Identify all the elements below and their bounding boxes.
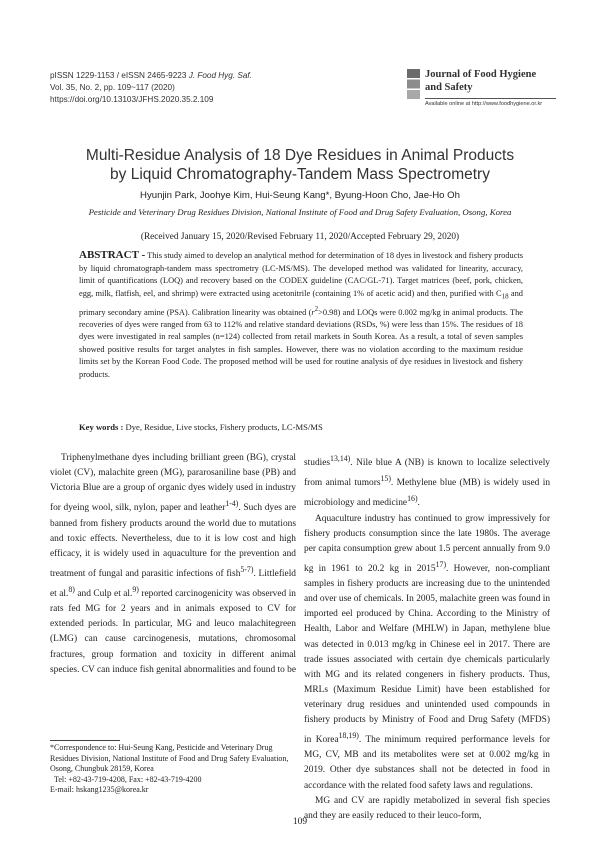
keywords-label: Key words : — [79, 422, 124, 432]
abstract: ABSTRACT - This study aimed to develop an analytical method for determination of 18 dyes in livestock and fishery products by liquid chromatograph-tandem mass spectrometry (LC-MS/MS). The developed method was validated for linearity, accuracy, limit of quantifications (LOQ) and recovery based on the CODEX guideline (CAC/GL-71). Target matrices (beef, pork, chicken, egg, milk, flatfish, eel, and shrimp) were extracted using acetonitrile (containing 1% of acetic acid) and then, purified with $C_{18}$ and primary secondary amine (PSA). Calibration linearity was obtained $(r^2>0.98)$ and LOQs were 0.002 mg/kg in animal products. The recoveries of dyes were ranged from 63 to 112% and relative standard deviations (RSDs, %) were less than 15%. The residues of 18 dyes were investigated in real samples (n=124) collected from retail markets in South Korea. As a result, a total of seven samples showed positive results for target analytes in fish samples. However, there was no violation according to the maximum residue limits set by the Korean Food Code. The proposed method will be used for routine analysis of dye residues in livestock and fishery products. — [79, 249, 523, 379]
paragraph: MG and CV are rapidly metabolized in several fish species and they are easily reduced to their leuco-form, — [304, 795, 550, 821]
journal-citation-block — [50, 70, 252, 106]
article-title-line-2: by Liquid Chromatography-Tandem Mass Spectrometry — [110, 166, 490, 183]
received-dates: (Received January 15, 2020/Revised February 11, 2020/Accepted February 29, 2020) — [140, 232, 460, 242]
paragraph: studies$^{13,14)}$. Nile blue A (NB) is known to localize selectively from animal tumors$^{15)}$. Methylene blue (MB) is widely used in microbiology and medicine$^{16)}$. — [304, 454, 550, 509]
journal-logo-mark-icon — [407, 69, 420, 99]
page-number: 109 — [292, 817, 308, 827]
body-right-column — [304, 451, 550, 847]
correspondence-footnote: *Correspondence to: Hui-Seung Kang, Pesticide and Veterinary Drug Residues Division, National Institute of Food and Drug Safety Evaluation, Osong, Chungbuk 28159, Korea Tel: +82-43-719-4208, Fax: +82-43-719-4200 E-mail: hskang1235@korea.kr — [50, 743, 296, 796]
issn-text: pISSN 1229-1153 / eISSN 2465-9223 — [50, 71, 187, 80]
affiliation: Pesticide and Veterinary Drug Residues Division, National Institute of Food and Drug Safety Evaluation, Osong, Korea — [88, 207, 512, 217]
abstract-heading: ABSTRACT - — [79, 249, 146, 261]
volume-text: Vol. 35, No. 2, pp. 109~117 (2020) — [50, 83, 175, 92]
author-list: Hyunjin Park, Joohye Kim, Hui-Seung Kang*, Byung-Hoon Cho, Jae-Ho Oh — [140, 190, 460, 201]
body-left-column — [50, 451, 296, 681]
paragraph: Triphenylmethane dyes including brilliant green (BG), crystal violet (CV), malachite green (MG), pararosaniline base (PB) and Victoria Blue are a group of organic dyes widely used in industry for dyeing wool, silk, nylon, paper and leather$^{1-4)}$. Such dyes are banned from fishery products around the world due to mutations and toxic effects. Nevertheless, due to it is low cost and high efficacy, it is widely used in aquaculture for the prevention and treatment of fungal and parasitic infections of fish$^{5-7)}$. Littlefield et al.$^{8)}$ and Culp et al.$^{9)}$ reported carcinogenicity was observed in rats fed MG for 2 years and in animals exposed to CV for extended periods. In particular, MG and leuco malachitegreen (LMG) can cause carcinogenesis, mutations, chromosomal fractures, group formation and toxicity in different animal species. CV can induce fish genital abnormalities and found to be — [50, 453, 296, 675]
journal-logo-title: Journal of Food Hygiene and Safety — [425, 69, 537, 93]
keywords: Key words : Dye, Residue, Live stocks, Fishery products, LC-MS/MS — [79, 422, 323, 432]
journal-url[interactable]: Available online at http://www.foodhygiene.or.kr — [425, 101, 543, 107]
journal-abbrev: J. Food Hyg. Saf. — [188, 71, 252, 80]
email-link[interactable]: E-mail: hskang1235@korea.kr — [50, 785, 149, 795]
article-title-line-1: Multi-Residue Analysis of 18 Dye Residues in Animal Products — [85, 147, 515, 164]
doi-link[interactable]: https://doi.org/10.13103/JFHS.2020.35.2.109 — [50, 95, 214, 104]
paragraph: Aquaculture industry has continued to grow impressively for fishery products consumption since the late 1980s. The average per capita consumption grew about 1.5 percent annually from 9.0 kg in 1961 to 20.2 kg in 2015$^{17)}$. However, non-compliant samples in fishery products are increasing due to the unintended and over use of chemicals. In 2005, malachite green was found in imported eel produced by China. According to the Ministry of Health, Labor and Welfare (MHLW) in Japan, methylene blue was detected in 0.013 mg/kg in Chinese eel in 2017. There are trade issues associated with certain dye chemicals particularly with MG and its related congeners in fishery products. Thus, MRLs (Maximum Residue Limit) have been established for veterinary drug residues and unintended used compounds in fishery products by Ministry of Food and Drug Safety (MFDS) in Korea$^{18,19)}$. The minimum required performance levels for MG, CV, MB and its metabolites were set at 0.002 mg/kg in 2019. Other dye substances shall not be detected in food in accordance with the related food safety laws and regulations. — [304, 513, 550, 791]
footnote-divider — [50, 740, 120, 741]
logo-divider — [425, 98, 556, 99]
